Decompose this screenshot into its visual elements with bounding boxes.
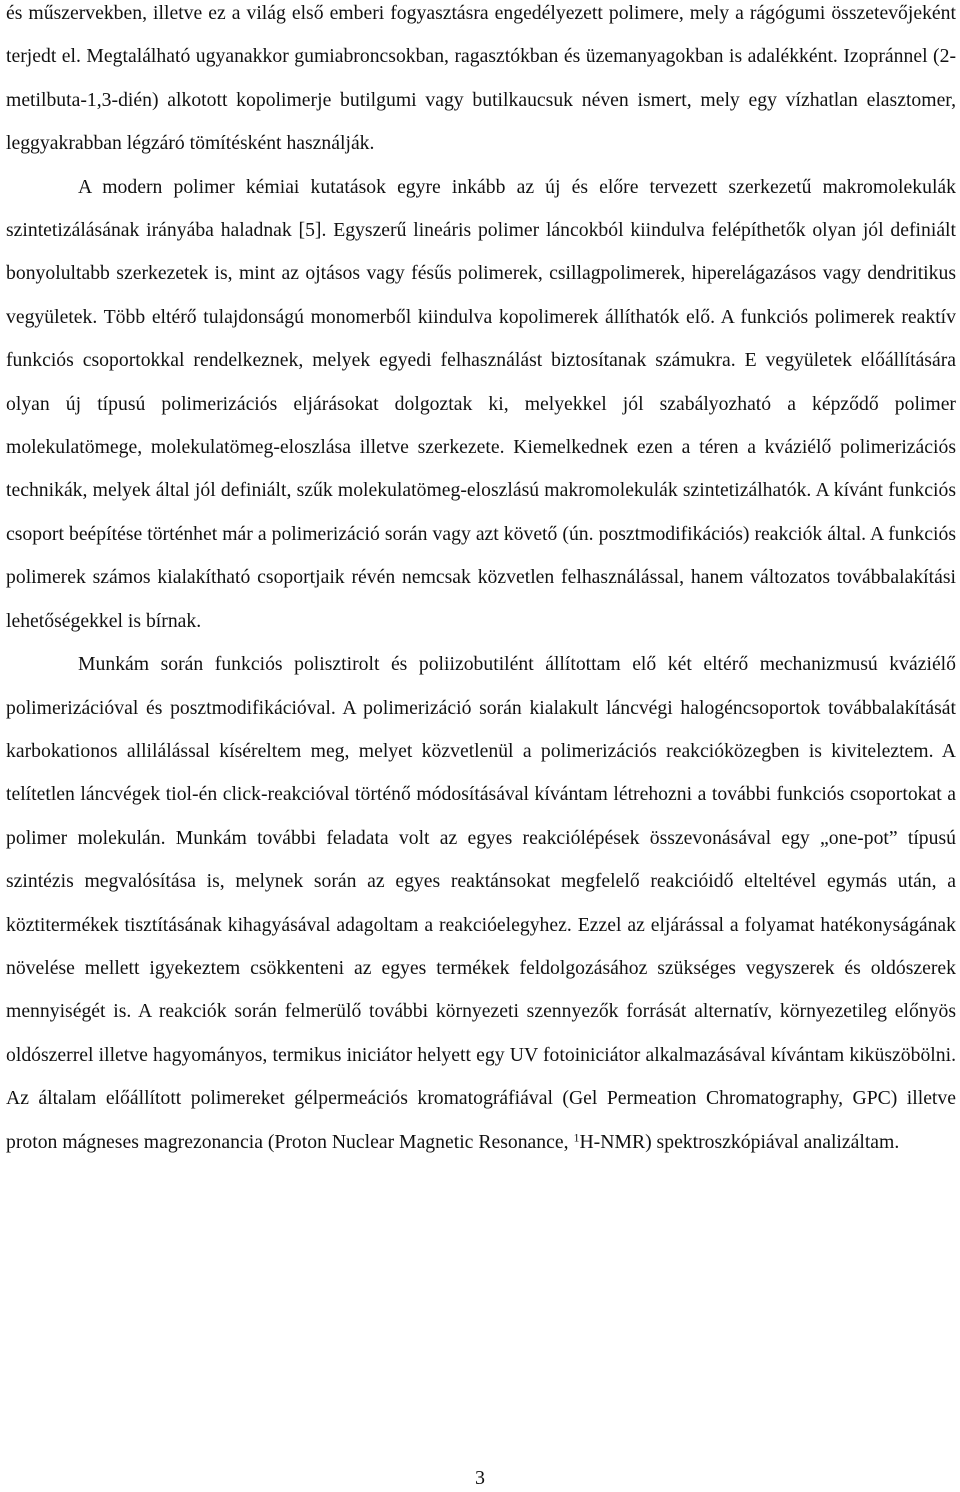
paragraph-modern-polymer-research: A modern polimer kémiai kutatások egyre inkább az új és előre tervezett szerkezetű makromolekulák szintetizálásának irányába haladnak [5]. Egyszerű lineáris polimer láncokból kiindulva felépíthetők olyan jól definiált bonyolultabb szerkezetek is, mint az ojtásos vagy fésűs polimerek, csillagpolimerek, hiperelágazásos vagy dendritikus vegyületek. Több eltérő tulajdonságú monomerből kiindulva kopolimerek állíthatók elő. A funkciós polimerek reaktív funkciós csoportokkal rendelkeznek, melyek egyedi felhasználást biztosítanak számukra. E vegyületek előállítására olyan új típusú polimerizációs eljárásokat dolgoztak ki, melyekkel jól szabályozható a képződő polimer molekulatömege, molekulatömeg-eloszlása illetve szerkezete. Kiemelkednek ezen a téren a kváziélő polimerizációs technikák, melyek által jól definiált, szűk molekulatömeg-eloszlású makromolekulák szintetizálhatók. A kívánt funkciós csoport beépítése történhet már a polimerizáció során vagy azt követő (ún. posztmodifikációs) reakciók által. A funkciós polimerek számos kialakítható csoportjaik révén nemcsak közvetlen felhasználással, hanem változatos továbbalakítási lehetőségekkel is bírnak.: [6, 175, 956, 632]
page-number: 3: [475, 1467, 485, 1489]
paragraph-butyl-rubber: és műszervekben, illetve ez a világ első emberi fogyasztásra engedélyezett polimere, mely a rágógumi összetevőjeként terjedt el. Megtalálható ugyanakkor gumiabroncsokban, ragasztókban és üzemanyagokban is adalékként. Izopránnel (2-metilbuta-1,3-dién) alkotott kopolimerje butilgumi vagy butilkaucsuk néven ismert, mely egy vízhatlan elasztomer, leggyakrabban légzáró tömítésként használják.: [6, 2, 956, 155]
paragraph-my-work-text: Munkám során funkciós polisztirolt és poliizobutilént állítottam elő két eltérő mechanizmusú kváziélő polimerizációval és posztmodifikációval. A polimerizáció során kialakult láncvégi halogéncsoportok továbbalakítását karbokationos allilálással kíséreltem meg, melyet közvetlenül a polimerizációs reakcióközegben is kiviteleztem. A telítetlen láncvégek tiol-én click-reakcióval történő módosításával kívántam létrehozni a további funkciós csoportokat a polimer molekulán. Munkám további feladata volt az egyes reakciólépések összevonásával egy „one-pot” típusú szintézis megvalósítása is, melynek során az egyes reaktánsokat megfelelő reakcióidő elteltével egymás után, a köztitermékek tisztításának kihagyásával adagoltam a reakcióelegyhez. Ezzel az eljárással a folyamat hatékonyságának növelése mellett igyekeztem csökkenteni az egyes termékek feldolgozásához szükséges vegyszerek és oldószerek mennyiségét is. A reakciók során felmerülő további környezeti szennyezők forrását alternatív, környezetileg előnyös oldószerrel illetve hagyományos, termikus iniciátor helyett egy UV fotoiniciátor alkalmazásával kívántam kiküszöbölni. Az általam előállított polimereket gélpermeációs kromatográfiával (Gel Permeation Chromatography, GPC) illetve proton mágneses magrezonancia (Proton Nuclear Magnetic Resonance,: [6, 653, 956, 1153]
paragraph-my-work: [6, 643, 956, 1164]
paragraph-my-work-text-end: H-NMR) spektroszkópiával analizáltam.: [579, 1130, 900, 1153]
document-page: [6, 0, 956, 1164]
nmr-superscript: 1: [573, 1129, 580, 1144]
